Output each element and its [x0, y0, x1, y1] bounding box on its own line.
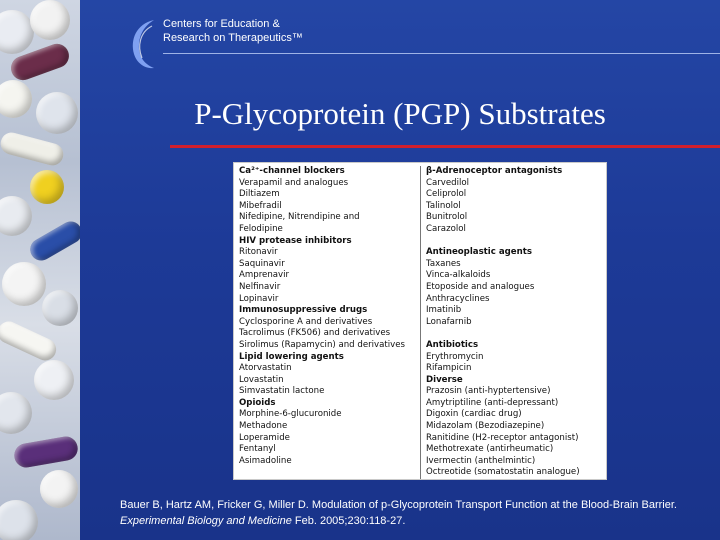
slide-title: P-Glycoprotein (PGP) Substrates — [194, 96, 606, 131]
table-list-item: Sirolimus (Rapamycin) and derivatives — [239, 339, 405, 350]
table-category-heading: Antibiotics — [426, 339, 479, 350]
table-category-heading: Diverse — [426, 374, 463, 385]
table-list-item: Methadone — [239, 421, 288, 432]
table-list-item: Taxanes — [426, 258, 461, 269]
table-left-column — [239, 166, 421, 479]
table-category-heading: β-Adrenoceptor antagonists — [426, 166, 563, 176]
table-category-heading: HIV protease inhibitors — [239, 235, 352, 246]
table-category-heading: Opioids — [239, 397, 276, 408]
table-category-heading: Lipid lowering agents — [239, 351, 344, 362]
organization-name — [163, 17, 303, 45]
table-list-item: Etoposide and analogues — [426, 281, 535, 292]
table-list-item: Bunitrolol — [426, 212, 468, 223]
organization-name-line1: Centers for Education & — [163, 18, 280, 30]
table-list-item: Nifedipine, Nitrendipine and — [239, 212, 360, 223]
table-list-item: Asimadoline — [239, 455, 292, 466]
table-list-item: Lovastatin — [239, 374, 284, 385]
table-list-item: Fentanyl — [239, 444, 276, 455]
table-list-item: Carazolol — [426, 223, 466, 234]
table-list-item: Rifampicin — [426, 363, 472, 374]
table-list-item: Imatinib — [426, 305, 462, 316]
table-list-item: Methotrexate (antirheumatic) — [426, 444, 554, 455]
table-list-item: Morphine-6-glucuronide — [239, 409, 342, 420]
table-list-item: Ritonavir — [239, 247, 278, 258]
table-category-heading: Antineoplastic agents — [426, 247, 532, 258]
table-list-item: Anthracyclines — [426, 293, 490, 304]
table-list-item: Vinca-alkaloids — [426, 270, 491, 281]
table-list-item: Verapamil and analogues — [239, 177, 349, 188]
table-list-item: Nelfinavir — [239, 281, 281, 292]
table-list-item: Amytriptiline (anti-depressant) — [426, 397, 559, 408]
table-list-item: Simvastatin lactone — [239, 386, 325, 397]
header-divider — [163, 53, 720, 54]
title-underline — [170, 145, 720, 148]
table-category-heading: Immunosuppressive drugs — [239, 305, 368, 316]
table-right-column — [421, 166, 603, 479]
table-list-item: Ivermectin (anthelmintic) — [426, 455, 536, 466]
table-list-item: Amprenavir — [239, 270, 290, 281]
table-list-item: Prazosin (anti-hyptertensive) — [426, 386, 551, 397]
table-list-item: Felodipine — [239, 223, 283, 234]
table-list-item: Mibefradil — [239, 200, 282, 211]
table-list-item: Loperamide — [239, 432, 290, 443]
table-list-item: Midazolam (Bezodiazepine) — [426, 421, 545, 432]
citation-journal: Experimental Biology and Medicine — [120, 515, 292, 527]
table-list-item — [426, 236, 603, 248]
table-category-heading: Ca²⁺-channel blockers — [239, 166, 345, 176]
table-list-item: Atorvastatin — [239, 363, 292, 374]
table-list-item: Saquinavir — [239, 258, 285, 269]
table-list-item: Talinolol — [426, 200, 461, 211]
citation-text: Bauer B, Hartz AM, Fricker G, Miller D. Modulation of p-Glycoprotein Transport Function at the Blood-Brain Barrier. — [120, 499, 677, 511]
table-list-item — [426, 328, 603, 340]
organization-name-line2: Research on Therapeutics™ — [163, 32, 303, 44]
table-list-item: Lopinavir — [239, 293, 279, 304]
slide — [80, 0, 720, 540]
substrates-table — [233, 162, 607, 480]
table-list-item: Lonafarnib — [426, 316, 472, 327]
logo-swoosh-icon — [128, 16, 158, 72]
table-list-item: Carvedilol — [426, 177, 470, 188]
table-list-item: Cyclosporine A and derivatives — [239, 316, 373, 327]
table-list-item: Diltiazem — [239, 189, 280, 200]
citation — [120, 497, 715, 529]
table-list-item: Octreotide (somatostatin analogue) — [426, 467, 580, 478]
table-list-item: Celiprolol — [426, 189, 467, 200]
table-list-item: Digoxin (cardiac drug) — [426, 409, 522, 420]
table-list-item: Ranitidine (H2-receptor antagonist) — [426, 432, 579, 443]
table-list-item: Erythromycin — [426, 351, 484, 362]
citation-date: Feb. 2005;230:118-27. — [291, 515, 406, 527]
table-list-item: Tacrolimus (FK506) and derivatives — [239, 328, 391, 339]
decorative-pill-image — [0, 0, 80, 540]
